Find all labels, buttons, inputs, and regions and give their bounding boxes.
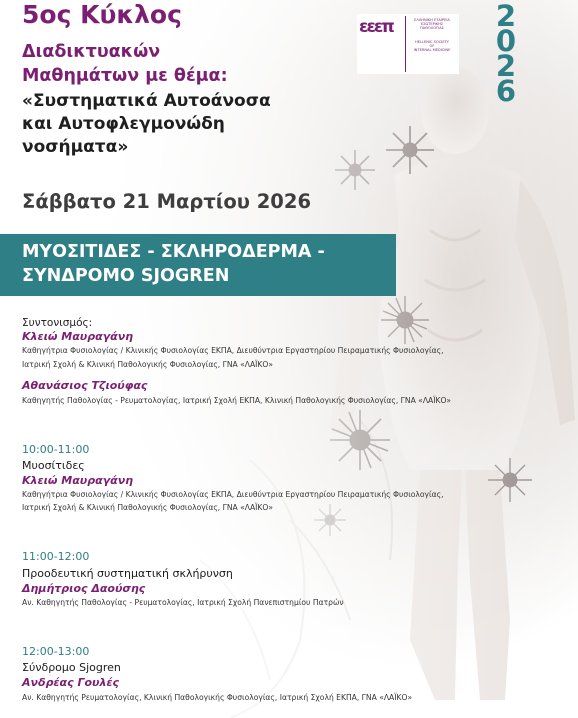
session-time: 11:00-12:00: [22, 550, 90, 563]
session-speaker: Δημήτριος Δαούσης: [22, 582, 146, 595]
title-line-2: Διαδικτυακών: [22, 42, 161, 62]
society-logo: [357, 14, 459, 74]
event-date: Σάββατο 21 Μαρτίου 2026: [22, 190, 312, 213]
event-title: [22, 0, 182, 29]
logo-text-english-2: OF: [429, 44, 435, 49]
logo-text-greek-1: ΕΛΛΗΝΙΚΗ ΕΤΑΙΡΕΙΑ: [414, 18, 450, 22]
coordination-label: Συντονισμός:: [22, 317, 93, 329]
logo-text-greek: [407, 18, 457, 31]
session-speaker: Ανδρέας Γουλές: [22, 676, 120, 689]
banner-line-2: ΣΥΝΔΡΟΜΟ SJOGREN: [22, 266, 230, 286]
coordinator-affiliation: Καθηγήτρια Φυσιολογίας / Κλινικής Φυσιολογίας ΕΚΠΑ, Διευθύντρια Εργαστηρίου Πειραματικής Φυσιολογίας,: [22, 346, 444, 355]
session-speaker: Κλειώ Μαυραγάνη: [22, 474, 134, 487]
year-digit-2: 0: [495, 24, 517, 58]
subtitle-line-3: νοσήματα»: [22, 137, 129, 157]
logo-text-greek-3: ΠΑΘΟΛΟΓΙΑΣ: [420, 26, 444, 31]
subtitle-line-2: και Αυτοφλεγμονώδη: [22, 114, 225, 134]
session-time: 10:00-11:00: [22, 443, 90, 456]
topic-banner: [0, 234, 396, 296]
year-digit-1: 2: [495, 0, 517, 33]
logo-text-english: [407, 40, 457, 53]
title-line-3: Μαθημάτων με θέμα:: [22, 66, 228, 86]
year-digit-4: 6: [495, 74, 517, 108]
session-time: 12:00-13:00: [22, 645, 90, 658]
session-topic: Προοδευτική συστηματική σκλήρυνση: [22, 567, 233, 580]
logo-text-english-1: HELLENIC SOCIETY: [415, 40, 449, 44]
logo-text-greek-2: ΕΣΩΤΕΡΙΚΗΣ: [420, 22, 444, 27]
session-topic: Σύνδρομο Sjogren: [22, 661, 121, 674]
speaker-affiliation: Καθηγήτρια Φυσιολογίας / Κλινικής Φυσιολογίας ΕΚΠΑ, Διευθύντρια Εργαστηρίου Πειραματικής Φυσιολογίας,: [22, 490, 444, 499]
speaker-affiliation: Αν. Καθηγητής Παθολογίας - Ρευματολογίας, Ιατρική Σχολή Πανεπιστημίου Πατρών: [22, 598, 344, 607]
year-vertical: [484, 0, 528, 108]
logo-mark: εεεπ: [359, 17, 393, 37]
title-line-1: 5ος Κύκλος: [22, 0, 182, 29]
session-topic: Μυοσίτιδες: [22, 459, 85, 472]
speaker-affiliation: Αν. Καθηγητής Ρευματολογίας, Κλινική Παθολογικής Φυσιολογίας, Ιατρική Σχολή ΕΚΠΑ, ΓΝΑ «ΛΑΪΚΟ»: [22, 693, 413, 702]
coordinator-affiliation: Ιατρική Σχολή & Κλινική Παθολογικής Φυσιολογίας, ΓΝΑ «ΛΑΪΚΟ»: [22, 360, 274, 369]
speaker-affiliation: Ιατρική Σχολή & Κλινική Παθολογικής Φυσιολογίας, ΓΝΑ «ΛΑΪΚΟ»: [22, 503, 274, 512]
logo-text-english-3: INTERNAL MEDICINE: [413, 48, 451, 53]
subtitle-line-1: «Συστηματικά Αυτοάνοσα: [22, 91, 271, 111]
coordinator-name: Αθανάσιος Τζιούφας: [22, 379, 148, 392]
coordinator-name: Κλειώ Μαυραγάνη: [22, 330, 134, 343]
coordinator-affiliation: Καθηγητής Παθολογίας - Ρευματολογίας, Ιατρική Σχολή ΕΚΠΑ, Κλινική Παθολογικής Φυσιολογίας, ΓΝΑ «ΛΑΪΚΟ»: [22, 396, 452, 405]
year-digit-3: 2: [495, 49, 517, 83]
logo-divider: [405, 16, 406, 72]
banner-line-1: ΜΥΟΣΙΤΙΔΕΣ - ΣΚΛΗΡΟΔΕΡΜΑ -: [22, 242, 325, 262]
